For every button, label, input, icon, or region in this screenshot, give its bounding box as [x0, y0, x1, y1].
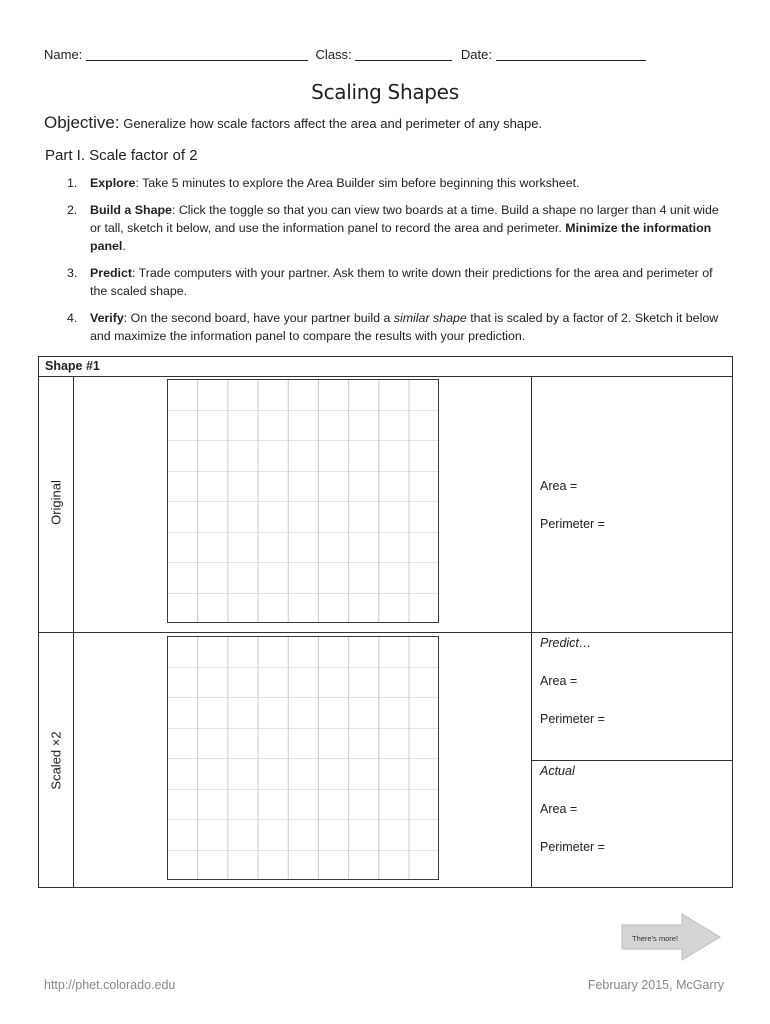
- step-italic: similar shape: [393, 311, 467, 325]
- actual-perimeter-label: Perimeter =: [540, 840, 605, 854]
- list-item: [67, 174, 727, 192]
- page-title: Scaling Shapes: [311, 80, 459, 104]
- list-item: [67, 309, 727, 345]
- original-perimeter-label: Perimeter =: [540, 517, 605, 531]
- original-row-label: Original: [48, 480, 64, 525]
- step-text: : Take 5 minutes to explore the Area Builder sim before beginning this worksheet.: [135, 176, 580, 190]
- list-item: [67, 201, 727, 255]
- step-number: 1.: [67, 176, 78, 190]
- row-divider: [39, 632, 732, 633]
- step-keyword: Predict: [90, 266, 133, 280]
- original-area-label: Area =: [540, 479, 578, 493]
- step-text: : On the second board, have your partner build a: [123, 311, 394, 325]
- label-column-divider: [73, 376, 74, 887]
- header-fields: [44, 47, 646, 62]
- predict-area-label: Area =: [540, 674, 578, 688]
- date-label: Date:: [460, 47, 492, 62]
- steps-list: [67, 174, 727, 354]
- name-label: Name:: [44, 47, 83, 62]
- step-number: 3.: [67, 266, 78, 280]
- step-text-end: that is scaled by a factor of 2. Sketch it below and maximize the information panel to compare the results with your prediction.: [90, 311, 719, 343]
- objective-text: Generalize how scale factors affect the area and perimeter of any shape.: [123, 116, 543, 131]
- objective-label: Objective:: [44, 113, 120, 132]
- step-keyword: Verify: [90, 311, 124, 325]
- date-field[interactable]: [496, 47, 646, 61]
- class-field[interactable]: [355, 47, 452, 61]
- objective: [44, 113, 542, 133]
- step-number: 4.: [67, 311, 78, 325]
- name-field[interactable]: [86, 47, 308, 61]
- predict-perimeter-label: Perimeter =: [540, 712, 605, 726]
- scaled-sketch-grid[interactable]: [167, 636, 439, 880]
- shape-table: [38, 356, 733, 888]
- actual-label: Actual: [540, 764, 575, 778]
- step-text-end: .: [122, 239, 126, 253]
- footer-url: http://phet.colorado.edu: [44, 978, 176, 992]
- class-label: Class:: [315, 47, 352, 62]
- info-column-divider: [531, 376, 532, 887]
- more-arrow-text: There's more!: [632, 934, 679, 943]
- list-item: [67, 264, 727, 300]
- step-text: : Trade computers with your partner. Ask them to write down their predictions for the area and perimeter of the scaled shape.: [90, 266, 713, 298]
- scaled-row-label: Scaled ×2: [48, 731, 64, 790]
- part-title: Part I. Scale factor of 2: [45, 147, 198, 164]
- step-emphasis: Minimize the information panel: [90, 221, 712, 253]
- predict-label: Predict…: [540, 636, 592, 650]
- step-keyword: Build a Shape: [90, 203, 172, 217]
- step-text: : Click the toggle so that you can view two boards at a time. Build a shape no larger than 4 unit wide or tall, sketch it below, and use the information panel to record the area and perimeter.: [90, 203, 719, 235]
- original-sketch-grid[interactable]: [167, 379, 439, 623]
- step-number: 2.: [67, 203, 78, 217]
- footer-credit: February 2015, McGarry: [587, 978, 724, 992]
- step-keyword: Explore: [90, 176, 136, 190]
- header-divider: [39, 376, 732, 377]
- predict-actual-divider: [531, 760, 732, 761]
- actual-area-label: Area =: [540, 802, 578, 816]
- shape-label: Shape #1: [45, 359, 100, 373]
